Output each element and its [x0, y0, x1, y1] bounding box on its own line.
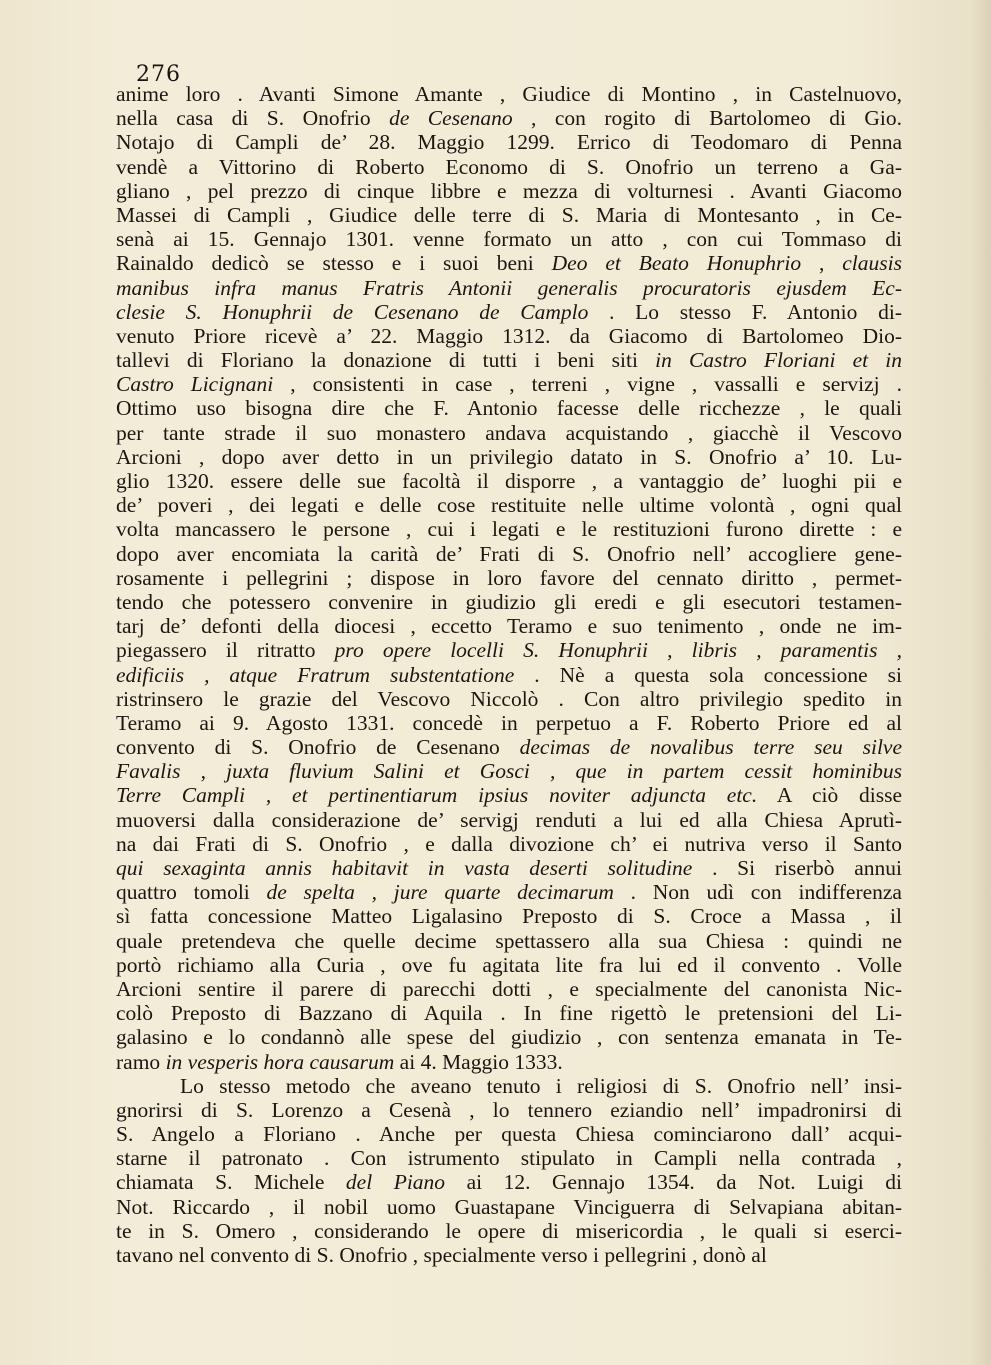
text-line — [116, 783, 902, 807]
text-line — [116, 396, 902, 420]
text-segment: gliano , pel prezzo di cinque libbre e mezza di volturnesi . Avanti Giacomo — [116, 178, 902, 203]
text-line — [116, 1074, 902, 1098]
text-line — [116, 953, 902, 977]
text-line — [116, 566, 902, 590]
text-line — [116, 590, 902, 614]
text-segment: starne il patronato . Con istrumento stipulato in Campli nella contrada , — [116, 1146, 902, 1171]
text-line — [116, 687, 902, 711]
text-line — [116, 82, 902, 106]
text-segment: tavano nel convento di S. Onofrio , specialmente verso i pellegrini , donò al — [116, 1243, 767, 1267]
text-segment: chiamata S. Michele — [116, 1170, 346, 1195]
text-line — [116, 1146, 902, 1170]
text-segment: . Si riserbò annui — [692, 856, 903, 880]
italic-latin-phrase: Deo et Beato Honuphrio — [551, 251, 802, 276]
text-line — [116, 1098, 902, 1122]
text-segment: vendè a Vittorino di Roberto Economo di S. Onofrio un terreno a Ga- — [116, 154, 902, 179]
page-edge-shadow — [969, 0, 991, 1365]
text-line — [116, 735, 902, 759]
text-line — [116, 663, 902, 687]
italic-latin-phrase: de Cesenano — [389, 106, 513, 131]
italic-latin-phrase: pro opere locelli S. Honuphrii , libris , paramentis , — [334, 638, 903, 663]
italic-latin-phrase: manibus infra manus Fratris Antonii generalis procuratoris ejusdem Ec- — [116, 275, 902, 300]
text-segment: Rainaldo dedicò se stesso e i suoi beni — [116, 251, 552, 276]
italic-latin-phrase: decimas de novalibus terre seu silve — [519, 735, 903, 760]
text-segment: Ottimo uso bisogna dire che F. Antonio facesse delle ricchezze , le quali — [116, 396, 902, 421]
text-line — [116, 300, 902, 324]
page-number: 276 — [136, 62, 181, 87]
text-segment: ristrinsero le grazie del Vescovo Niccolò . Con altro privilegio spedito in — [116, 686, 902, 711]
text-segment: A ciò disse — [757, 783, 903, 808]
text-segment: Teramo ai 9. Agosto 1331. concedè in perpetuo a F. Roberto Priore ed al — [116, 710, 902, 735]
text-segment: S. Angelo a Floriano . Anche per questa Chiesa cominciarono dall’ acqui- — [116, 1122, 902, 1147]
text-segment: Massei di Campli , Giudice delle terre di S. Maria di Montesanto , in Ce- — [116, 202, 902, 227]
text-line — [116, 276, 902, 300]
text-line — [116, 929, 902, 953]
text-segment: na dai Frati di S. Onofrio , e dalla divozione ch’ ei nutriva verso il Santo — [116, 831, 902, 856]
text-segment: te in S. Omero , considerando le opere di misericordia , le quali si eserci- — [116, 1218, 902, 1243]
text-segment: piegassero il ritratto — [116, 638, 335, 663]
text-line — [116, 638, 902, 662]
text-line — [116, 808, 902, 832]
text-line — [116, 251, 902, 275]
text-line — [116, 1195, 902, 1219]
text-line — [116, 203, 902, 227]
text-line — [116, 348, 902, 372]
text-segment: per tante strade il suo monastero andava acquistando , giacchè il Vescovo — [116, 420, 902, 445]
text-segment: rosamente i pellegrini ; dispose in loro favore del cennato diritto , permet- — [116, 565, 902, 590]
text-line — [116, 759, 902, 783]
italic-latin-phrase: de spelta , jure quarte decimarum — [266, 880, 614, 905]
italic-latin-phrase: edificiis , atque Fratrum substentatione — [116, 662, 515, 687]
text-line — [116, 372, 902, 396]
text-segment: quattro tomoli — [116, 880, 267, 905]
text-segment: tallevi di Floriano la donazione di tutti i beni siti — [116, 348, 656, 373]
text-line — [116, 1001, 902, 1025]
text-line — [116, 542, 902, 566]
text-line — [116, 1122, 902, 1146]
text-segment: portò richiamo alla Curia , ove fu agitata lite fra lui ed il convento . Volle — [116, 952, 902, 977]
italic-latin-phrase: in vesperis hora causarum — [165, 1049, 395, 1074]
text-line — [116, 1219, 902, 1243]
text-segment: tarj de’ defonti della diocesi , eccetto Teramo e suo tenimento , onde ne im- — [116, 614, 902, 639]
italic-latin-phrase: clausis — [842, 251, 902, 276]
text-segment: Arcioni , dopo aver detto in un privilegio datato in S. Onofrio a’ 10. Lu- — [116, 444, 902, 469]
text-line — [116, 1050, 902, 1074]
text-segment: Not. Riccardo , il nobil uomo Guastapane Vinciguerra di Selvapiana abitan- — [116, 1194, 902, 1219]
text-segment: muoversi dalla considerazione de’ servigj renduti a lui ed alla Chiesa Aprutì- — [116, 807, 902, 832]
italic-latin-phrase: clesie S. Honuphrii de Cesenano de Camplo — [116, 299, 589, 324]
text-line — [116, 227, 902, 251]
text-segment: sì fatta concessione Matteo Ligalasino Preposto di S. Croce a Massa , il — [116, 904, 902, 929]
text-segment: . Non udì con indifferenza — [613, 880, 902, 905]
italic-latin-phrase: Terre Campli , et pertinentiarum ipsius noviter adjuncta etc. — [116, 783, 758, 808]
text-segment: glio 1320. essere delle sue facoltà il disporre , a vantaggio de’ luoghi pii e — [116, 469, 902, 493]
text-line — [116, 445, 902, 469]
text-segment: quale pretendeva che quelle decime spettassero alla sua Chiesa : quindi ne — [116, 928, 902, 953]
text-segment: volta mancassero le persone , cui i legati e le restituzioni furono dirette : e — [116, 517, 902, 542]
text-segment: ramo — [116, 1049, 166, 1074]
italic-latin-phrase: Favalis , juxta fluvium Salini et Gosci , que in partem cessit hominibus — [116, 759, 902, 784]
text-segment: ai 4. Maggio 1333. — [394, 1049, 563, 1074]
text-line — [116, 469, 902, 493]
text-segment: convento di S. Onofrio de Cesenano — [116, 735, 520, 760]
text-line — [116, 977, 902, 1001]
text-segment: de’ poveri , dei legati e delle cose restituite nelle ultime volontà , ogni qual — [116, 493, 902, 518]
text-line — [116, 1025, 902, 1049]
text-line — [116, 1170, 902, 1194]
italic-latin-phrase: del Piano — [345, 1170, 446, 1195]
text-line — [116, 493, 902, 517]
text-line — [116, 880, 902, 904]
text-segment: . Nè a questa sola concessione si — [514, 662, 903, 687]
text-line — [116, 179, 902, 203]
text-segment: anime loro . Avanti Simone Amante , Giudice di Montino , in Castelnuovo, — [116, 82, 902, 106]
text-line — [116, 614, 902, 638]
text-segment: galasino e lo condannò alle spese del giudizio , con sentenza emanata in Te- — [116, 1025, 902, 1050]
text-line — [116, 711, 902, 735]
text-line — [116, 904, 902, 928]
text-line — [116, 517, 902, 541]
text-segment: . Lo stesso F. Antonio di- — [588, 299, 902, 324]
text-line — [116, 1243, 902, 1267]
text-segment: gnorirsi di S. Lorenzo a Cesenà , lo tennero eziandio nell’ impadronirsi di — [116, 1097, 902, 1122]
text-segment: dopo aver encomiata la carità de’ Frati di S. Onofrio nell’ accogliere gene- — [116, 541, 902, 566]
text-segment: , consistenti in case , terreni , vigne , vassalli e servizj . — [273, 372, 903, 397]
text-segment: venuto Priore ricevè a’ 22. Maggio 1312. da Giacomo di Bartolomeo Dio- — [116, 323, 902, 348]
italic-latin-phrase: qui sexaginta annis habitavit in vasta deserti solitudine — [116, 856, 693, 880]
text-segment: tendo che potessero convenire in giudizio gli eredi e gli esecutori testamen- — [116, 589, 902, 614]
body-text — [116, 82, 902, 1267]
text-segment: colò Preposto di Bazzano di Aquila . In fine rigettò le pretensioni del Li- — [116, 1001, 902, 1026]
text-line — [116, 324, 902, 348]
text-line — [116, 856, 902, 880]
text-segment: ai 12. Gennajo 1354. da Not. Luigi di — [445, 1170, 902, 1195]
text-line — [116, 155, 902, 179]
text-segment: , con rogito di Bartolomeo di Gio. — [512, 106, 902, 131]
italic-latin-phrase: in Castro Floriani et in — [655, 348, 902, 373]
text-segment: Lo stesso metodo che aveano tenuto i religiosi di S. Onofrio nell’ insi- — [180, 1073, 902, 1098]
text-line — [116, 130, 902, 154]
text-segment: nella casa di S. Onofrio — [116, 106, 390, 131]
text-line — [116, 106, 902, 130]
text-line — [116, 421, 902, 445]
text-segment: Arcioni sentire il parere di parecchi dotti , e specialmente del canonista Nic- — [116, 976, 902, 1001]
text-line — [116, 832, 902, 856]
text-segment: , — [801, 251, 843, 276]
text-segment: Notajo di Campli de’ 28. Maggio 1299. Errico di Teodomaro di Penna — [116, 130, 902, 155]
text-segment: senà ai 15. Gennajo 1301. venne formato un atto , con cui Tommaso di — [116, 227, 902, 252]
italic-latin-phrase: Castro Licignani — [116, 372, 274, 397]
